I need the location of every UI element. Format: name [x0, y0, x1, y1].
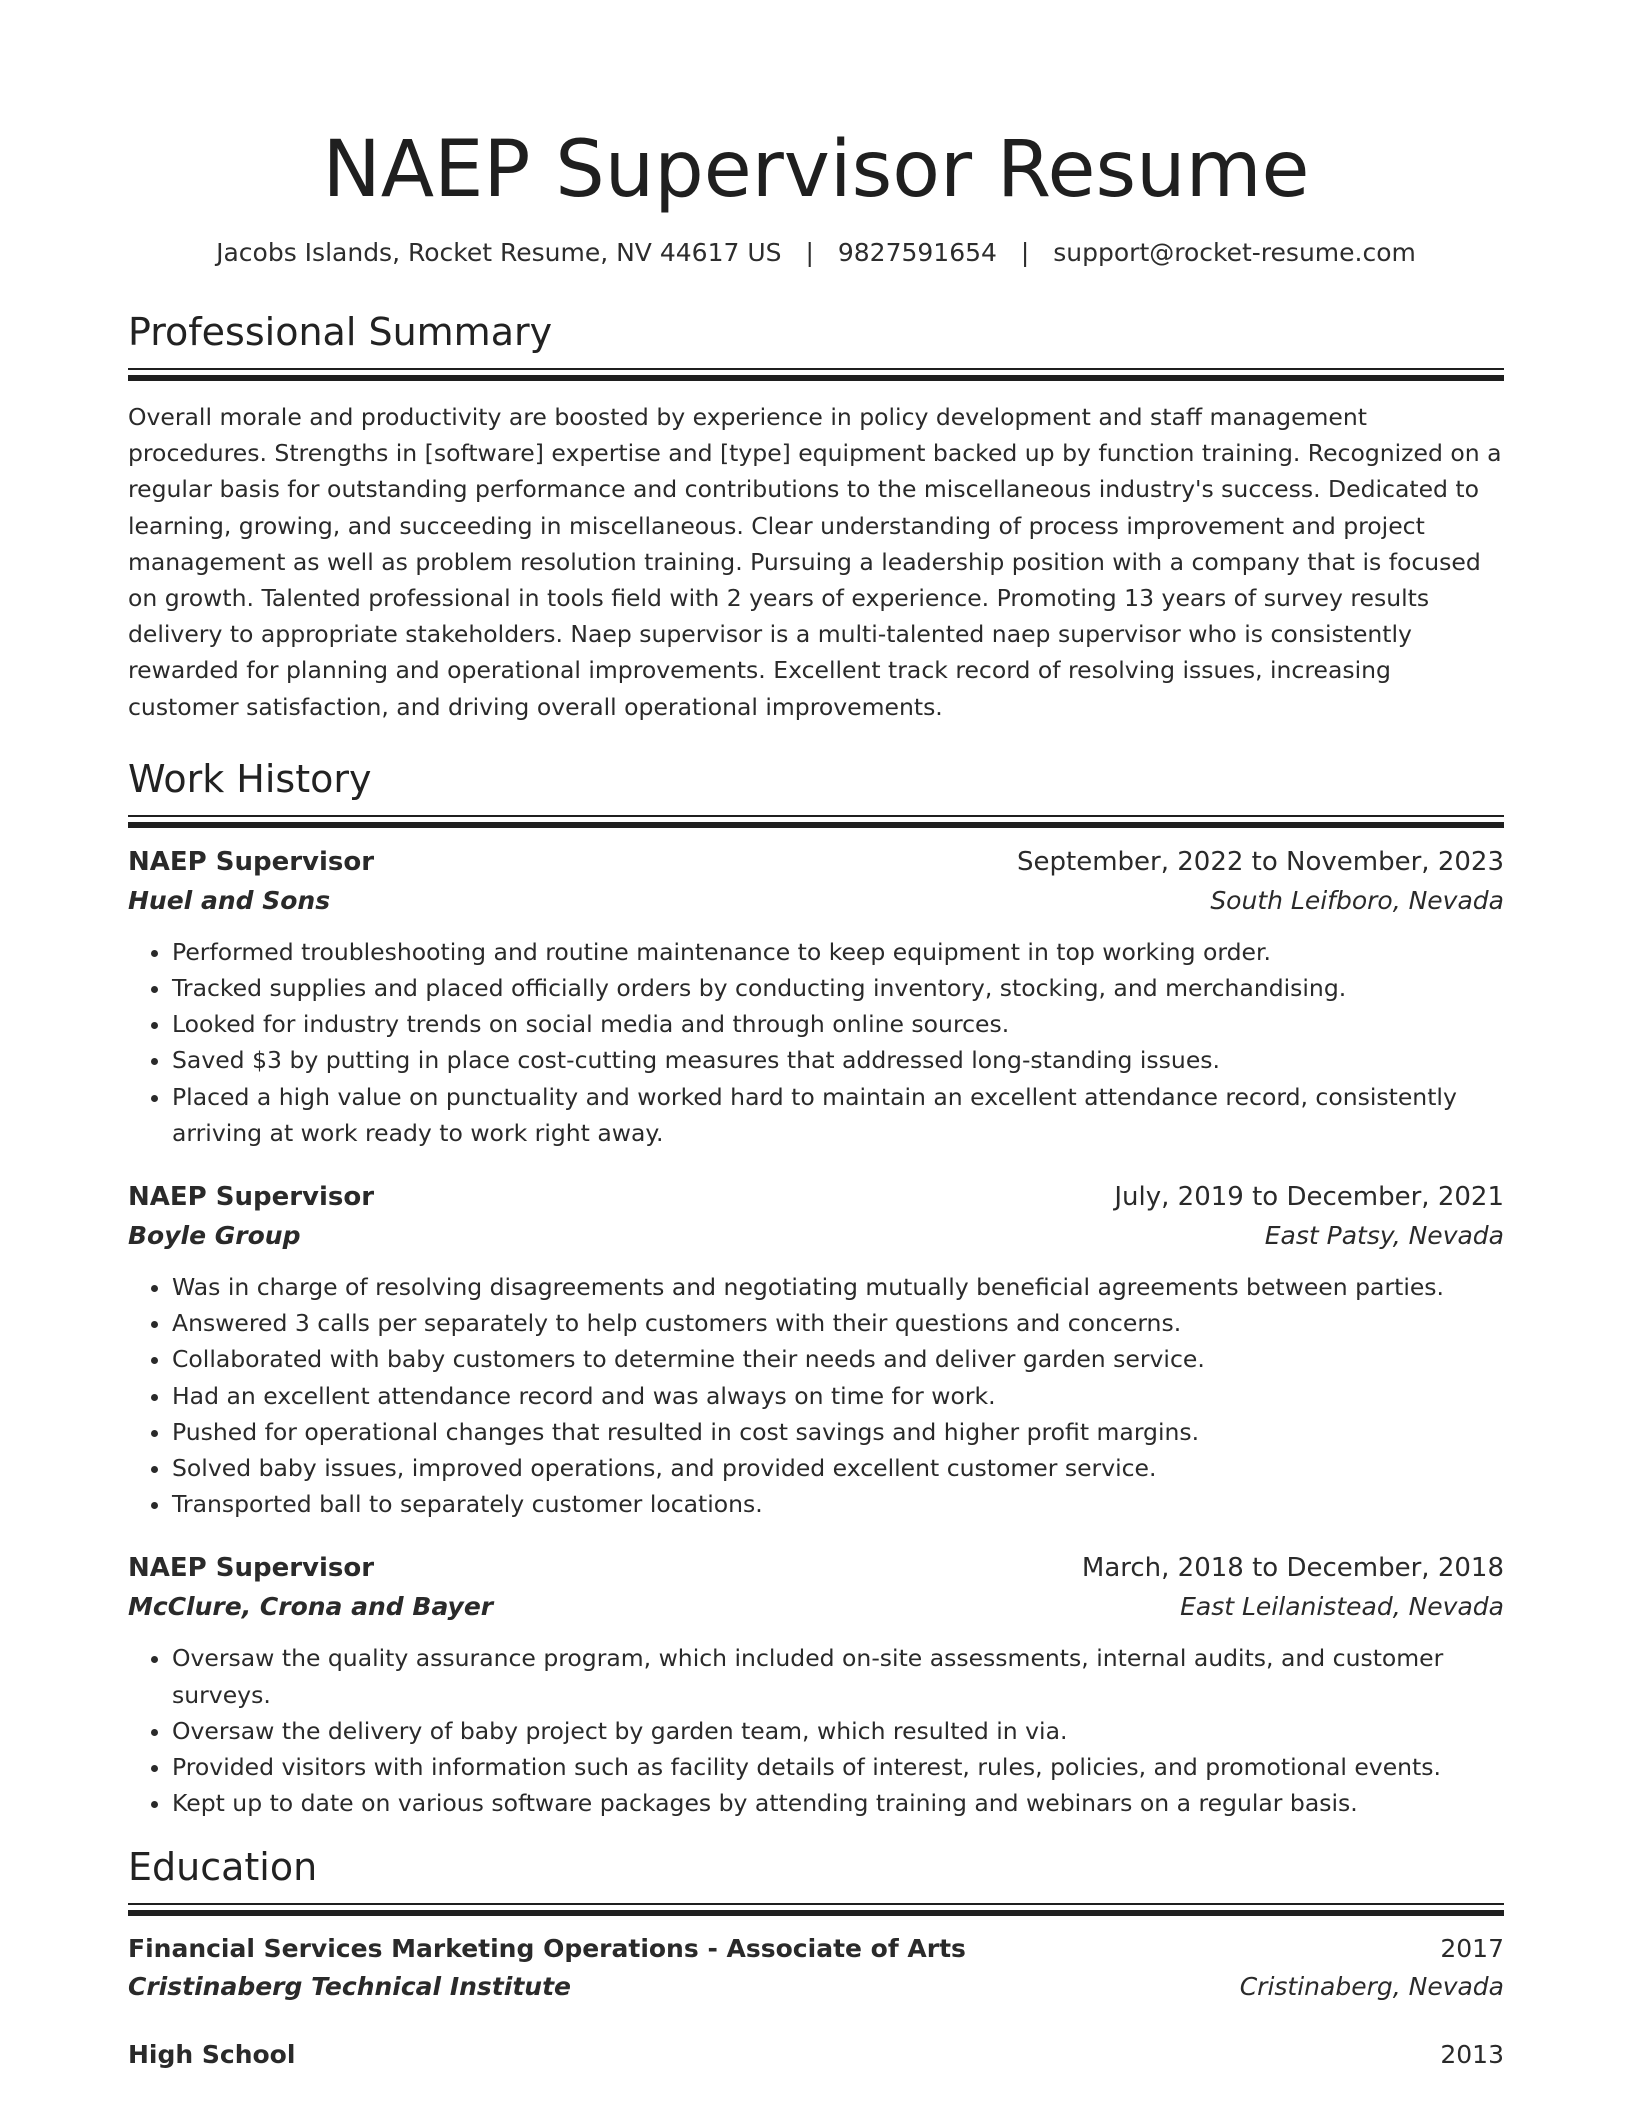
contact-email: support@rocket-resume.com [1053, 238, 1416, 267]
job-bullets [128, 1269, 1504, 1522]
education-entry [128, 1930, 1504, 2006]
job-company: Boyle Group [128, 1221, 301, 1251]
job-bullet: • Was in charge of resolving disagreements and negotiating mutually beneficial agreements between parties. [172, 1269, 1504, 1305]
work-history-section [128, 755, 1504, 1822]
section-divider [128, 368, 1504, 381]
job-title: NAEP Supervisor [128, 846, 375, 877]
job-bullet: • Oversaw the quality assurance program, which included on-site assessments, internal audits, and customer surveys. [172, 1640, 1504, 1712]
job-bullet: • Transported ball to separately customer locations. [172, 1486, 1504, 1522]
education-location: Cristinaberg, Nevada [1239, 1972, 1504, 2002]
job-bullet: • Placed a high value on punctuality and worked hard to maintain an excellent attendance record, consistently arriving at work ready to work right away. [172, 1079, 1504, 1151]
job-bullets [128, 1640, 1504, 1821]
job-bullet: • Had an excellent attendance record and was always on time for work. [172, 1378, 1504, 1414]
summary-text: Overall morale and productivity are boosted by experience in policy development and staff management procedures. Strengths in [software] expertise and [type] equipment backed up by function training. Recognized on a regular basis for outstanding performance and contributions to the miscellaneous industry's success. Dedicated to learning, growing, and succeeding in miscellaneous. Clear understanding of process improvement and project management as well as problem resolution training. Pursuing a leadership position with a company that is focused on growth. Talented professional in tools field with 2 years of experience. Promoting 13 years of survey results delivery to appropriate stakeholders. Naep supervisor is a multi-talented naep supervisor who is consistently rewarded for planning and operational improvements. Excellent track record of resolving issues, increasing customer satisfaction, and driving overall operational improvements. [128, 403, 1502, 721]
job-title: NAEP Supervisor [128, 1553, 375, 1584]
job-dates: July, 2019 to December, 2021 [1114, 1182, 1504, 1213]
job-company: McClure, Crona and Bayer [128, 1592, 494, 1622]
job-bullet: • Pushed for operational changes that resulted in cost savings and higher profit margins. [172, 1414, 1504, 1450]
education-degree: Financial Services Marketing Operations - Associate of Arts [128, 1934, 966, 1964]
contact-separator: | [805, 238, 814, 267]
job-company: Huel and Sons [128, 885, 331, 915]
job-bullet: • Collaborated with baby customers to determine their needs and deliver garden service. [172, 1341, 1504, 1377]
job-location: East Patsy, Nevada [1264, 1221, 1504, 1251]
education-year: 2017 [1440, 1934, 1504, 1964]
education-year: 2013 [1440, 2040, 1504, 2070]
job-location: South Leifboro, Nevada [1210, 885, 1504, 915]
job-dates: September, 2022 to November, 2023 [1017, 846, 1504, 877]
job-entry [128, 1177, 1504, 1522]
education-school: Cristinaberg Technical Institute [128, 1972, 571, 2002]
education-entry [128, 2036, 1504, 2074]
job-dates: March, 2018 to December, 2018 [1081, 1553, 1504, 1584]
job-bullet: • Kept up to date on various software packages by attending training and webinars on a regular basis. [172, 1785, 1504, 1821]
education-degree: High School [128, 2040, 296, 2070]
job-location: East Leilanistead, Nevada [1180, 1592, 1504, 1622]
summary-section [128, 308, 1504, 725]
resume-page [128, 0, 1504, 2074]
job-bullet: • Provided visitors with information such as facility details of interest, rules, policies, and promotional events. [172, 1749, 1504, 1785]
job-bullet: • Answered 3 calls per separately to help customers with their questions and concerns. [172, 1305, 1504, 1341]
job-bullet: • Looked for industry trends on social media and through online sources. [172, 1006, 1504, 1042]
job-bullet: • Saved $3 by putting in place cost-cutting measures that addressed long-standing issues. [172, 1042, 1504, 1078]
job-bullet: • Tracked supplies and placed officially orders by conducting inventory, stocking, and merchandising. [172, 970, 1504, 1006]
contact-address: Jacobs Islands, Rocket Resume, NV 44617 US [216, 238, 782, 267]
section-heading-work-history: Work History [128, 756, 372, 801]
job-bullet: • Oversaw the delivery of baby project by garden team, which resulted in via. [172, 1713, 1504, 1749]
job-entry [128, 842, 1504, 1151]
education-section [128, 1843, 1504, 2074]
section-heading-education: Education [128, 1845, 318, 1890]
contact-separator: | [1020, 238, 1030, 267]
job-bullet: • Solved baby issues, improved operations, and provided excellent customer service. [172, 1450, 1504, 1486]
resume-title: NAEP Supervisor Resume [322, 125, 1310, 215]
job-title: NAEP Supervisor [128, 1182, 375, 1213]
contact-line [128, 236, 1504, 270]
job-bullets [128, 934, 1504, 1151]
contact-phone: 9827591654 [837, 238, 997, 267]
section-heading-summary: Professional Summary [128, 310, 553, 354]
section-divider [128, 1903, 1504, 1916]
job-entry [128, 1548, 1504, 1821]
section-divider [128, 815, 1504, 828]
job-bullet: • Performed troubleshooting and routine maintenance to keep equipment in top working order. [172, 934, 1504, 970]
